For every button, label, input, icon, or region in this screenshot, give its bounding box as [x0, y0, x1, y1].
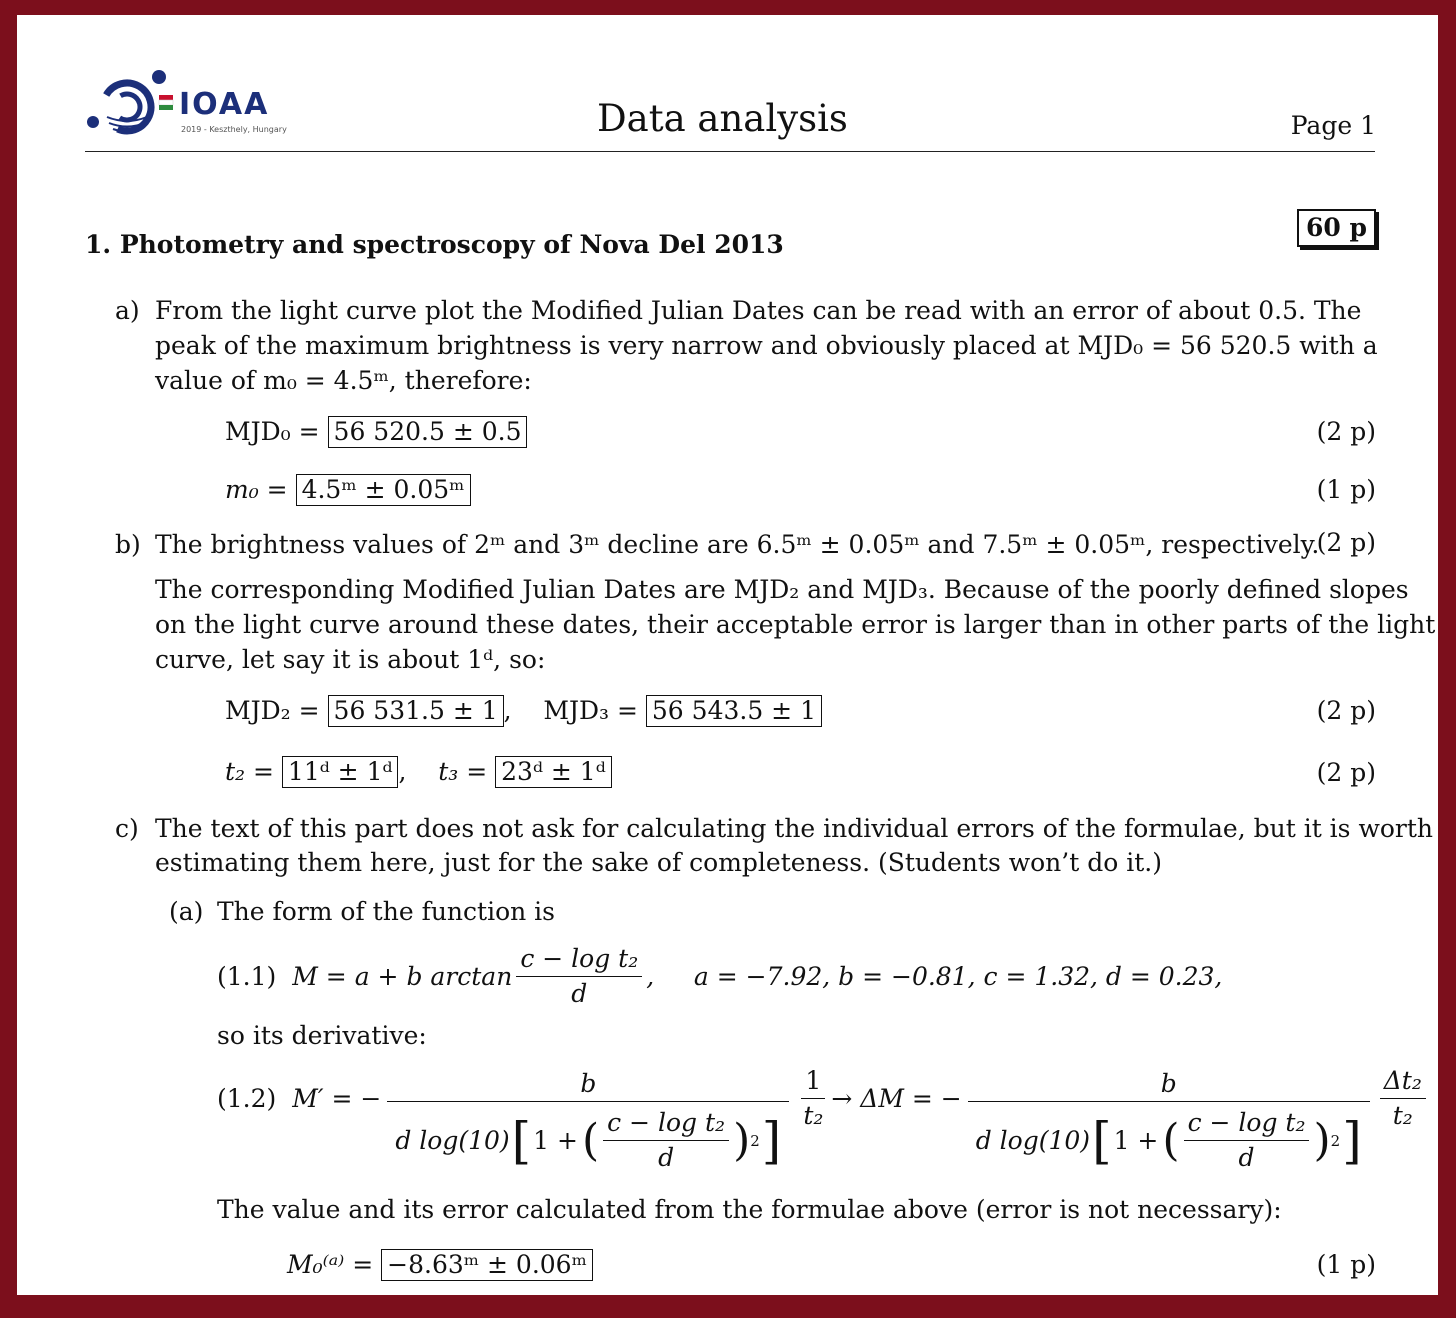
header-rule	[85, 151, 1375, 152]
derivative-text: so its derivative:	[217, 1021, 427, 1050]
eq-lhs: M = a + b arctan	[292, 961, 513, 991]
page-title: Data analysis	[597, 97, 848, 140]
answer-box: 23ᵈ ± 1ᵈ	[495, 756, 612, 788]
eq-lhs: MJD₃ =	[543, 696, 638, 725]
equation-m0	[225, 473, 471, 507]
fraction-numerator: b	[1160, 1069, 1177, 1098]
denominator-prefix: d log(10)	[975, 1125, 1091, 1155]
answer-box: 4.5ᵐ ± 0.05ᵐ	[296, 474, 471, 506]
points-badge: 60 p	[1297, 209, 1376, 247]
arrow-delta: → ΔM = −	[831, 1083, 962, 1113]
bracket-right: ]	[1342, 1111, 1362, 1170]
equation-mjd2-mjd3: MJD₂ = 56 531.5 ± 1 , MJD₃ = 56 543.5 ± 1	[225, 694, 822, 728]
fraction-denominator: t₂	[1392, 1101, 1413, 1130]
part-c-line: The text of this part does not ask for calculating the individual errors of the formulae, but it is worth	[155, 814, 1434, 843]
page-number: Page 1	[1290, 111, 1376, 140]
paren-left: (	[581, 1114, 600, 1166]
part-b-line: The corresponding Modified Julian Dates are MJD₂ and MJD₃. Because of the poorly defined slopes	[155, 575, 1409, 604]
eq-params: , a = −7.92, b = −0.81, c = 1.32, d = 0.23,	[646, 961, 1223, 991]
equation-mjd0	[225, 415, 527, 449]
fraction-denominator: d	[571, 979, 588, 1008]
eq-lhs: M′ = −	[292, 1083, 382, 1113]
part-b-line: on the light curve around these dates, their acceptable error is larger than in other parts of the light	[155, 610, 1436, 639]
equation-result	[287, 1248, 593, 1282]
bracket-one: 1 +	[533, 1125, 578, 1155]
eq-lhs: MJD₀ =	[225, 417, 320, 446]
denominator-prefix: d log(10)	[395, 1125, 510, 1155]
part-c-label: c)	[115, 814, 139, 843]
ioaa-logo	[85, 67, 295, 137]
logo-subtitle: 2019 - Keszthely, Hungary	[181, 125, 287, 134]
answer-box: 11ᵈ ± 1ᵈ	[282, 756, 399, 788]
fraction-denominator: d log(10) [ 1 + ( $\frac{\text{c − log t₂}}{d}$ ) 2 ]	[387, 1101, 789, 1175]
equation-1-2	[217, 1061, 1430, 1181]
fraction-numerator: c − log t₂	[516, 942, 642, 977]
fraction-denominator: d	[1238, 1143, 1255, 1172]
problem-number: 1.	[85, 230, 112, 259]
paren-right: )	[1313, 1114, 1331, 1166]
fraction-numerator: 1	[801, 1064, 825, 1099]
fraction	[799, 1064, 827, 1133]
value-text: The value and its error calculated from the formulae above (error is not necessary):	[217, 1195, 1282, 1224]
bracket-left: [	[1092, 1111, 1112, 1170]
inner-fraction	[603, 1106, 729, 1175]
problem-title: Photometry and spectroscopy of Nova Del 2013	[119, 230, 784, 259]
equation-t2-t3: t₂ = 11ᵈ ± 1ᵈ , t₃ = 23ᵈ ± 1ᵈ	[225, 755, 612, 789]
part-a-line: From the light curve plot the Modified Julian Dates can be read with an error of about 0.5. The	[155, 296, 1362, 325]
logo-name: IOAA	[179, 87, 270, 122]
part-a-line: value of m₀ = 4.5ᵐ, therefore:	[155, 366, 532, 395]
fraction-numerator: Δt₂	[1380, 1064, 1426, 1099]
fraction-denominator: t₂	[803, 1101, 824, 1130]
delta-fraction	[968, 1067, 1370, 1175]
bracket-left: [	[511, 1111, 532, 1170]
points-label: (2 p)	[1316, 758, 1376, 787]
eq-lhs: m₀ =	[225, 475, 288, 504]
subpart-a-label: (a)	[169, 897, 204, 926]
fraction	[1380, 1064, 1426, 1133]
points-label: (1 p)	[1316, 475, 1376, 504]
answer-box: −8.63ᵐ ± 0.06ᵐ	[381, 1249, 593, 1281]
part-a-line: peak of the maximum brightness is very narrow and obviously placed at MJD₀ = 56 520.5 with a	[155, 331, 1378, 360]
answer-box: 56 531.5 ± 1	[328, 695, 504, 727]
paren-left: (	[1162, 1114, 1180, 1166]
fraction-denominator: d log(10) [ 1 + ( $\frac{\text{c − log t₂}}{d}$ ) 2 ]	[968, 1101, 1370, 1175]
inner-fraction	[1184, 1106, 1310, 1175]
bracket-one: 1 +	[1113, 1125, 1159, 1155]
points-label: (2 p)	[1316, 528, 1376, 557]
derivative-fraction	[387, 1067, 789, 1175]
fraction	[516, 942, 642, 1011]
page	[17, 15, 1438, 1295]
fraction-numerator: b	[580, 1069, 597, 1098]
eq-lhs: t₂ =	[225, 757, 274, 786]
equation-1-1	[217, 942, 1222, 1011]
bracket-right: ]	[761, 1111, 782, 1170]
eq-tag: (1.1)	[217, 961, 277, 991]
answer-box: 56 543.5 ± 1	[646, 695, 822, 727]
part-a-label: a)	[115, 296, 140, 325]
eq-lhs: MJD₂ =	[225, 696, 320, 725]
problem-heading	[85, 228, 784, 262]
points-label: (2 p)	[1316, 696, 1376, 725]
part-c-line: estimating them here, just for the sake of completeness. (Students won’t do it.)	[155, 848, 1162, 877]
part-b-line: The brightness values of 2ᵐ and 3ᵐ decline are 6.5ᵐ ± 0.05ᵐ and 7.5ᵐ ± 0.05ᵐ, respectively.	[155, 530, 1320, 559]
points-label: (2 p)	[1316, 417, 1376, 446]
eq-lhs: M₀⁽ᵃ⁾ =	[287, 1250, 374, 1279]
fraction-numerator: c − log t₂	[1184, 1106, 1310, 1141]
fraction-numerator: c − log t₂	[603, 1106, 729, 1141]
points-label: (1 p)	[1316, 1250, 1376, 1279]
eq-lhs: t₃ =	[438, 757, 488, 786]
fraction-denominator: d	[658, 1143, 675, 1172]
part-b-label: b)	[115, 530, 141, 559]
eq-tag: (1.2)	[217, 1083, 277, 1113]
answer-box: 56 520.5 ± 0.5	[328, 416, 528, 448]
paren-right: )	[733, 1114, 751, 1166]
subpart-a-text: The form of the function is	[217, 897, 555, 926]
part-b-line: curve, let say it is about 1ᵈ, so:	[155, 645, 546, 674]
